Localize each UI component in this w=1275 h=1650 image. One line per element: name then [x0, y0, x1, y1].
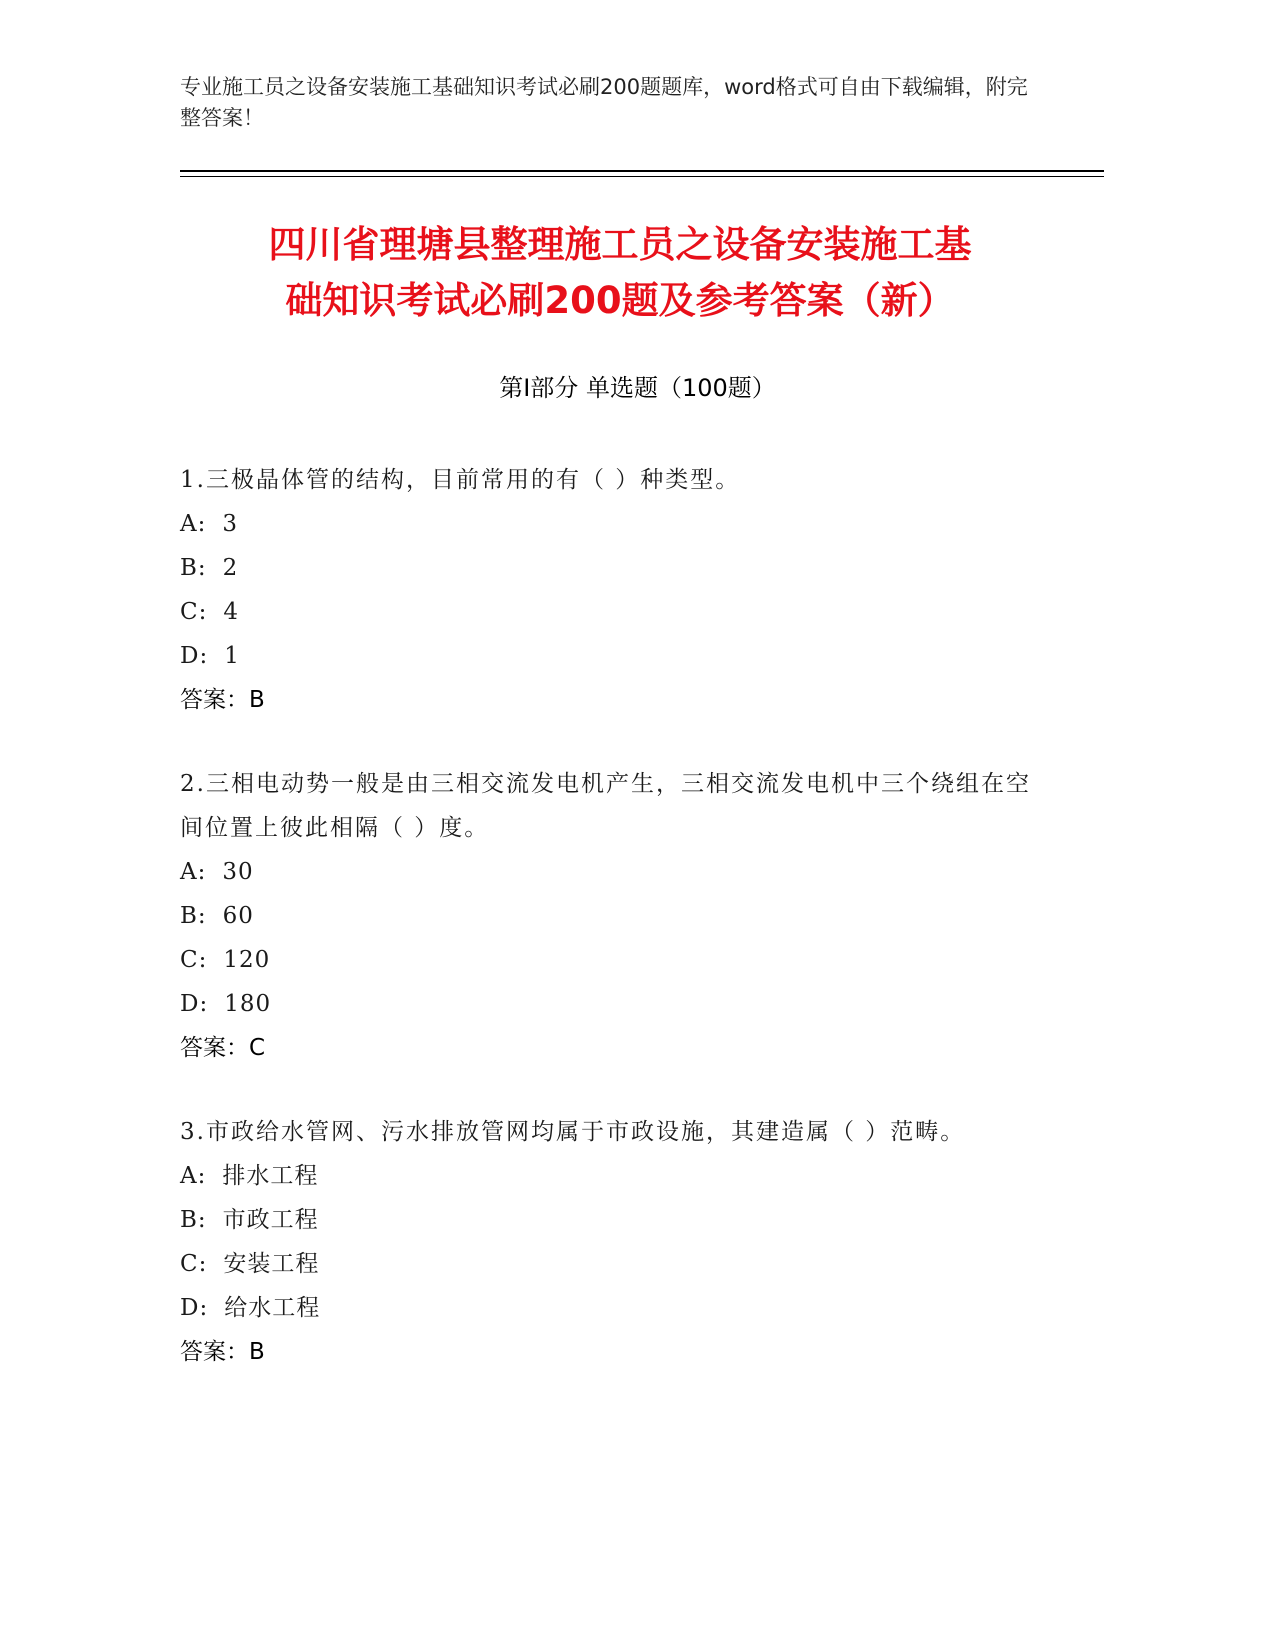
option-key: C:	[180, 1251, 208, 1277]
section-title: 第Ⅰ部分 单选题（100题）	[499, 374, 776, 402]
option-a	[180, 1154, 1040, 1198]
option-key: C:	[180, 947, 208, 973]
option-text: 1	[224, 643, 240, 669]
question-stem: 1.三极晶体管的结构，目前常用的有（ ）种类型。	[180, 467, 741, 493]
question-stem: 3.市政给水管网、污水排放管网均属于市政设施，其建造属（ ）范畴。	[180, 1119, 966, 1145]
option-text: 安装工程	[223, 1251, 320, 1277]
option-key: B:	[180, 1207, 207, 1233]
question-3	[180, 1110, 1040, 1374]
document-title-line-1: 四川省理塘县整理施工员之设备安装施工基	[268, 223, 972, 266]
question-2	[180, 762, 1040, 1070]
option-text: 排水工程	[222, 1163, 319, 1189]
header-divider-thin	[180, 176, 1104, 177]
option-key: D:	[180, 1295, 209, 1321]
question-list	[180, 458, 1040, 1414]
header-divider-thick	[180, 170, 1104, 172]
option-text: 30	[222, 859, 254, 885]
document-title-line-2: 础知识考试必刷200题及参考答案（新）	[285, 279, 955, 322]
option-key: A:	[180, 1163, 207, 1189]
option-a	[180, 502, 1040, 546]
option-d	[180, 1286, 1040, 1330]
answer: 答案：B	[180, 1339, 265, 1365]
option-key: A:	[180, 859, 207, 885]
option-text: 60	[222, 903, 254, 929]
option-c	[180, 590, 1040, 634]
option-text: 120	[223, 947, 271, 973]
option-text: 给水工程	[224, 1295, 321, 1321]
option-key: C:	[180, 599, 208, 625]
option-key: A:	[180, 511, 207, 537]
option-key: B:	[180, 555, 207, 581]
option-text: 2	[222, 555, 239, 581]
option-key: D:	[180, 643, 209, 669]
option-d	[180, 982, 1040, 1026]
option-text: 180	[224, 991, 272, 1017]
option-text: 4	[223, 599, 239, 625]
question-1	[180, 458, 1040, 722]
option-c	[180, 1242, 1040, 1286]
option-a	[180, 850, 1040, 894]
option-b	[180, 1198, 1040, 1242]
document-title	[150, 217, 1090, 329]
option-text: 3	[222, 511, 238, 537]
option-c	[180, 938, 1040, 982]
option-text: 市政工程	[222, 1207, 319, 1233]
answer: 答案：B	[180, 687, 265, 713]
option-b	[180, 894, 1040, 938]
option-key: D:	[180, 991, 209, 1017]
header-note: 专业施工员之设备安装施工基础知识考试必刷200题题库，word格式可自由下载编辑，附完整答案！	[180, 75, 1028, 130]
question-stem: 2.三相电动势一般是由三相交流发电机产生，三相交流发电机中三个绕组在空间位置上彼此相隔（ ）度。	[180, 771, 1031, 841]
option-b	[180, 546, 1040, 590]
option-d	[180, 634, 1040, 678]
option-key: B:	[180, 903, 207, 929]
answer: 答案：C	[180, 1035, 266, 1061]
